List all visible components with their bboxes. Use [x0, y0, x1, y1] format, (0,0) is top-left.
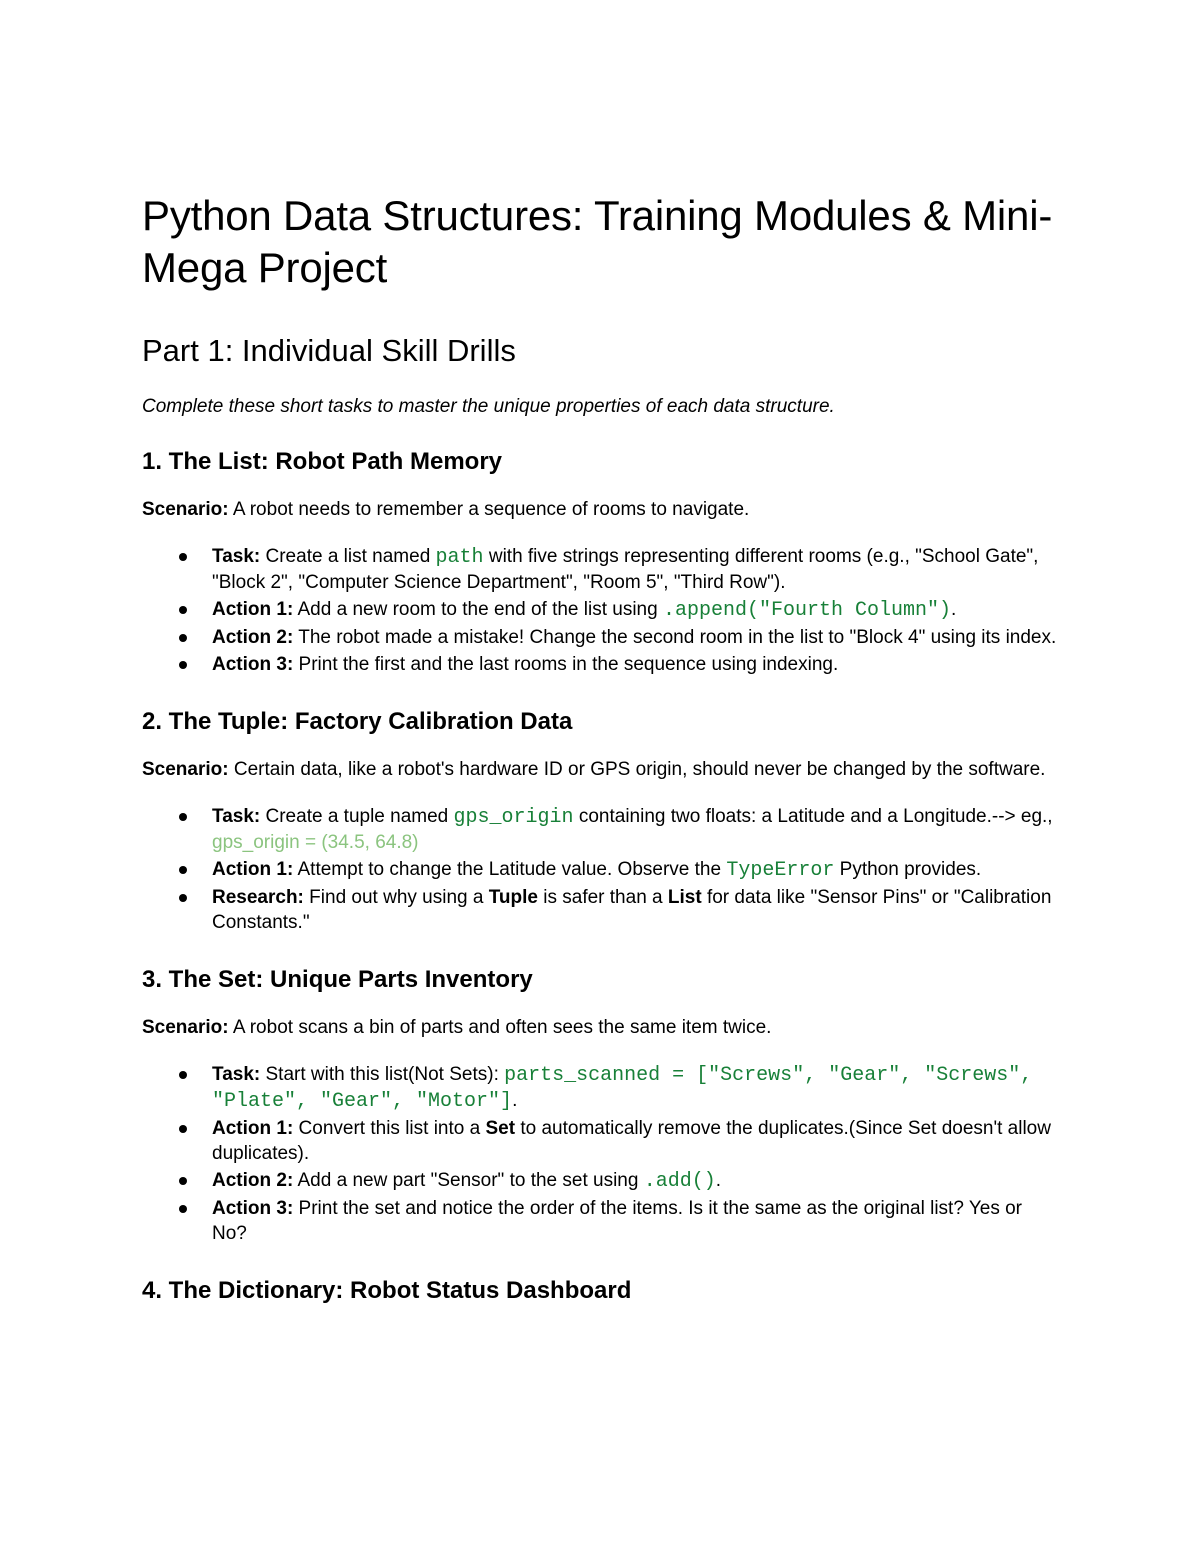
bullet-icon [179, 1177, 187, 1185]
item-text: Python provides. [834, 859, 982, 880]
scenario-text: A robot needs to remember a sequence of rooms to navigate. [228, 499, 750, 520]
list-item [142, 544, 1062, 595]
code-snippet: parts_scanned = ["Screws", "Gear", "Screws", "Plate", "Gear", "Motor"] [212, 1064, 1033, 1113]
bullet-icon [179, 813, 187, 821]
action-label: Action 3: [212, 1198, 294, 1219]
item-text: . [715, 1170, 722, 1191]
list-item [142, 625, 1062, 650]
list-item [142, 1196, 1062, 1246]
section-set-heading: 3. The Set: Unique Parts Inventory [142, 966, 533, 993]
task-label: Task: [212, 546, 261, 567]
part1-intro: Complete these short tasks to master the unique properties of each data structure. [142, 396, 835, 417]
section-tuple-bullets [142, 804, 1062, 935]
code-snippet: gps_origin [453, 806, 574, 829]
section-list-bullets [142, 544, 1062, 677]
document-page [142, 190, 1062, 1326]
document-title: Python Data Structures: Training Modules & Mini-Mega Project [142, 192, 1053, 291]
item-text: with five strings representing different rooms (e.g., "School Gate", "Block 2", "Computer Science Department", "Room 5", "Third Row"). [212, 546, 1039, 593]
list-item [142, 1062, 1062, 1114]
research-label: Research: [212, 887, 304, 908]
item-text: Create a list named [260, 546, 436, 567]
bullet-icon [179, 606, 187, 614]
item-text: for data like "Sensor Pins" or "Calibration Constants." [212, 887, 1052, 933]
list-item [142, 1168, 1062, 1194]
list-item [142, 652, 1062, 677]
bold-term: Tuple [488, 887, 538, 908]
task-label: Task: [212, 1064, 261, 1085]
item-text: Attempt to change the Latitude value. Observe the [293, 859, 727, 880]
bullet-icon [179, 553, 187, 561]
example-text: gps_origin = (34.5, 64.8) [212, 832, 419, 853]
item-text: Create a tuple named [260, 806, 454, 827]
bullet-icon [179, 634, 187, 642]
code-snippet: .add() [643, 1170, 716, 1193]
task-label: Task: [212, 806, 261, 827]
action-label: Action 2: [212, 1170, 294, 1191]
section-tuple-heading: 2. The Tuple: Factory Calibration Data [142, 708, 573, 735]
code-snippet: TypeError [726, 859, 835, 882]
item-text: Add a new part "Sensor" to the set using [293, 1170, 644, 1191]
section-set-scenario [142, 1015, 1062, 1040]
scenario-text: A robot scans a bin of parts and often sees the same item twice. [228, 1017, 772, 1038]
bullet-icon [179, 866, 187, 874]
item-text: to automatically remove the duplicates.(Since Set doesn't allow duplicates). [212, 1118, 1051, 1164]
bold-term: List [667, 887, 702, 908]
bullet-icon [179, 1205, 187, 1213]
scenario-label: Scenario: [142, 1017, 229, 1038]
item-text: Start with this list(Not Sets): [260, 1064, 505, 1085]
action-label: Action 3: [212, 654, 294, 675]
bullet-icon [179, 1125, 187, 1133]
section-dictionary-heading: 4. The Dictionary: Robot Status Dashboard [142, 1277, 632, 1304]
bullet-icon [179, 894, 187, 902]
list-item [142, 885, 1062, 935]
item-text: containing two floats: a Latitude and a Longitude.--> eg., [573, 806, 1053, 827]
code-snippet: path [435, 546, 484, 569]
item-text: Print the set and notice the order of the items. Is it the same as the original list? Yes or No? [212, 1198, 1023, 1244]
code-snippet: .append("Fourth Column") [662, 599, 952, 622]
action-label: Action 1: [212, 1118, 294, 1139]
scenario-label: Scenario: [142, 499, 229, 520]
list-item [142, 1116, 1062, 1166]
action-label: Action 1: [212, 859, 294, 880]
scenario-label: Scenario: [142, 759, 229, 780]
bullet-icon [179, 661, 187, 669]
list-item [142, 857, 1062, 883]
item-text: Add a new room to the end of the list using [293, 599, 663, 620]
item-text: Print the first and the last rooms in the sequence using indexing. [293, 654, 839, 675]
section-tuple-scenario [142, 757, 1062, 782]
item-text: is safer than a [537, 887, 668, 908]
bullet-icon [179, 1071, 187, 1079]
action-label: Action 2: [212, 627, 294, 648]
action-label: Action 1: [212, 599, 294, 620]
item-text: Find out why using a [303, 887, 489, 908]
section-list-scenario [142, 497, 1062, 522]
item-text: The robot made a mistake! Change the second room in the list to "Block 4" using its index. [293, 627, 1057, 648]
section-list-heading: 1. The List: Robot Path Memory [142, 448, 503, 475]
item-text: . [512, 1090, 518, 1111]
scenario-text: Certain data, like a robot's hardware ID or GPS origin, should never be changed by the software. [228, 759, 1046, 780]
bold-term: Set [485, 1118, 516, 1139]
list-item [142, 804, 1062, 855]
part1-heading: Part 1: Individual Skill Drills [142, 333, 516, 368]
item-text: Convert this list into a [293, 1118, 486, 1139]
item-text: . [951, 599, 957, 620]
section-set-bullets [142, 1062, 1062, 1246]
list-item [142, 597, 1062, 623]
